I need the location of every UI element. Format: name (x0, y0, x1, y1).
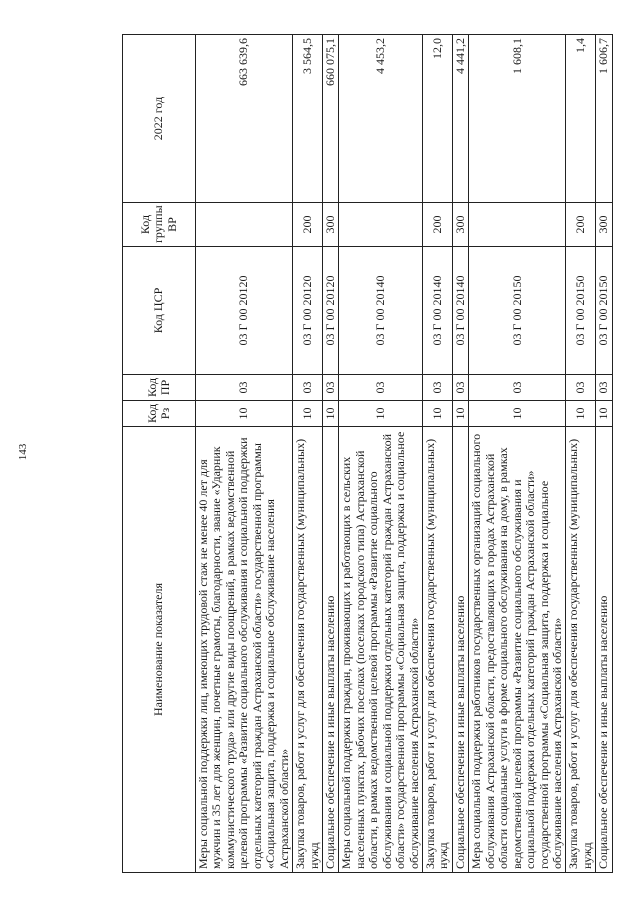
cell-name: Меры социальной поддержки граждан, проживающих и работающих в сельских населенных пунктах, рабочих поселках (поселках городского типа) Астраханской области, в рамках ведомственной целевой программы «Развитие социального обслуживания и социальной поддержки отдельных категорий граждан Астраханской области» государственной программы «Социальная защита, поддержка и социальное обслуживание населения Астраханской области» (339, 427, 423, 873)
cell-vr (469, 203, 566, 247)
cell-rz: 10 (423, 401, 453, 427)
cell-pr: 03 (423, 375, 453, 401)
page-number: 143 (17, 443, 29, 461)
cell-name: Закупка товаров, работ и услуг для обеспечения государственных (муниципальных) нужд (566, 427, 596, 873)
cell-name: Социальное обеспечение и иные выплаты населению (322, 427, 338, 873)
cell-rz: 10 (339, 401, 423, 427)
table-row (293, 35, 323, 873)
cell-rz: 10 (322, 401, 338, 427)
cell-vr (339, 203, 423, 247)
table-row (322, 35, 338, 873)
cell-name: Социальное обеспечение и иные выплаты населению (452, 427, 468, 873)
cell-pr: 03 (566, 375, 596, 401)
table-header-row (123, 35, 196, 873)
cell-pr: 03 (452, 375, 468, 401)
cell-name: Закупка товаров, работ и услуг для обеспечения государственных (муниципальных) нужд (293, 427, 323, 873)
cell-csr: 03 Г 00 20120 (293, 247, 323, 375)
cell-pr: 03 (322, 375, 338, 401)
cell-csr: 03 Г 00 20140 (423, 247, 453, 375)
table-row (196, 35, 293, 873)
cell-pr: 03 (196, 375, 293, 401)
header-vr: Код группы ВР (123, 203, 196, 247)
budget-table (122, 34, 613, 873)
table-row (339, 35, 423, 873)
cell-csr: 03 Г 00 20150 (596, 247, 612, 375)
cell-rz: 10 (596, 401, 612, 427)
rotated-table-frame (122, 35, 611, 873)
cell-value: 4 441,2 (452, 35, 468, 203)
cell-name: Меры социальной поддержки лиц, имеющих трудовой стаж не менее 40 лет для мужчин и 35 лет для женщин, почетные грамоты, благодарности, звание «Ударник коммунистического труда» или другие виды поощрений, в рамках ведомственной целевой программы «Развитие социального обслуживания и социальной поддержки отдельных категорий граждан Астраханской области» государственной программы «Социальная защита, поддержка и социальное обслуживание населения Астраханской области» (196, 427, 293, 873)
cell-csr: 03 Г 00 20150 (566, 247, 596, 375)
header-year: 2022 год (123, 35, 196, 203)
header-rz: Код Рз (123, 401, 196, 427)
table-row (423, 35, 453, 873)
cell-rz: 10 (452, 401, 468, 427)
cell-vr: 300 (322, 203, 338, 247)
cell-vr: 200 (566, 203, 596, 247)
cell-pr: 03 (469, 375, 566, 401)
cell-csr: 03 Г 00 20120 (196, 247, 293, 375)
rotated-table-container (122, 35, 639, 869)
cell-csr: 03 Г 00 20140 (452, 247, 468, 375)
cell-name: Мера социальной поддержки работников государственных организаций социального обслуживания Астраханской области, предоставляющих в городах Астраханской области социальные услуги в форме социального обслуживания на дому, в рамках ведомственной целевой программы «Развитие социального обслуживания и социальной поддержки отдельных категорий граждан Астраханской области» государственной программы «Социальная защита, поддержка и социальное обслуживание населения Астраханской области» (469, 427, 566, 873)
cell-value: 660 075,1 (322, 35, 338, 203)
cell-csr: 03 Г 00 20150 (469, 247, 566, 375)
cell-vr: 300 (596, 203, 612, 247)
cell-csr: 03 Г 00 20140 (339, 247, 423, 375)
cell-value: 1 606,7 (596, 35, 612, 203)
cell-rz: 10 (566, 401, 596, 427)
cell-vr (196, 203, 293, 247)
cell-value: 1 608,1 (469, 35, 566, 203)
header-csr: Код ЦСР (123, 247, 196, 375)
cell-vr: 200 (293, 203, 323, 247)
cell-value: 663 639,6 (196, 35, 293, 203)
table-row (566, 35, 596, 873)
cell-pr: 03 (339, 375, 423, 401)
cell-vr: 300 (452, 203, 468, 247)
cell-csr: 03 Г 00 20120 (322, 247, 338, 375)
cell-pr: 03 (596, 375, 612, 401)
cell-pr: 03 (293, 375, 323, 401)
header-name: Наименование показателя (123, 427, 196, 873)
cell-value: 12,0 (423, 35, 453, 203)
cell-rz: 10 (196, 401, 293, 427)
cell-value: 3 564,5 (293, 35, 323, 203)
table-row (469, 35, 566, 873)
table-row (596, 35, 612, 873)
cell-name: Социальное обеспечение и иные выплаты населению (596, 427, 612, 873)
cell-value: 4 453,2 (339, 35, 423, 203)
cell-vr: 200 (423, 203, 453, 247)
cell-rz: 10 (469, 401, 566, 427)
cell-rz: 10 (293, 401, 323, 427)
header-pr: Код ПР (123, 375, 196, 401)
cell-name: Закупка товаров, работ и услуг для обеспечения государственных (муниципальных) нужд (423, 427, 453, 873)
cell-value: 1,4 (566, 35, 596, 203)
table-row (452, 35, 468, 873)
